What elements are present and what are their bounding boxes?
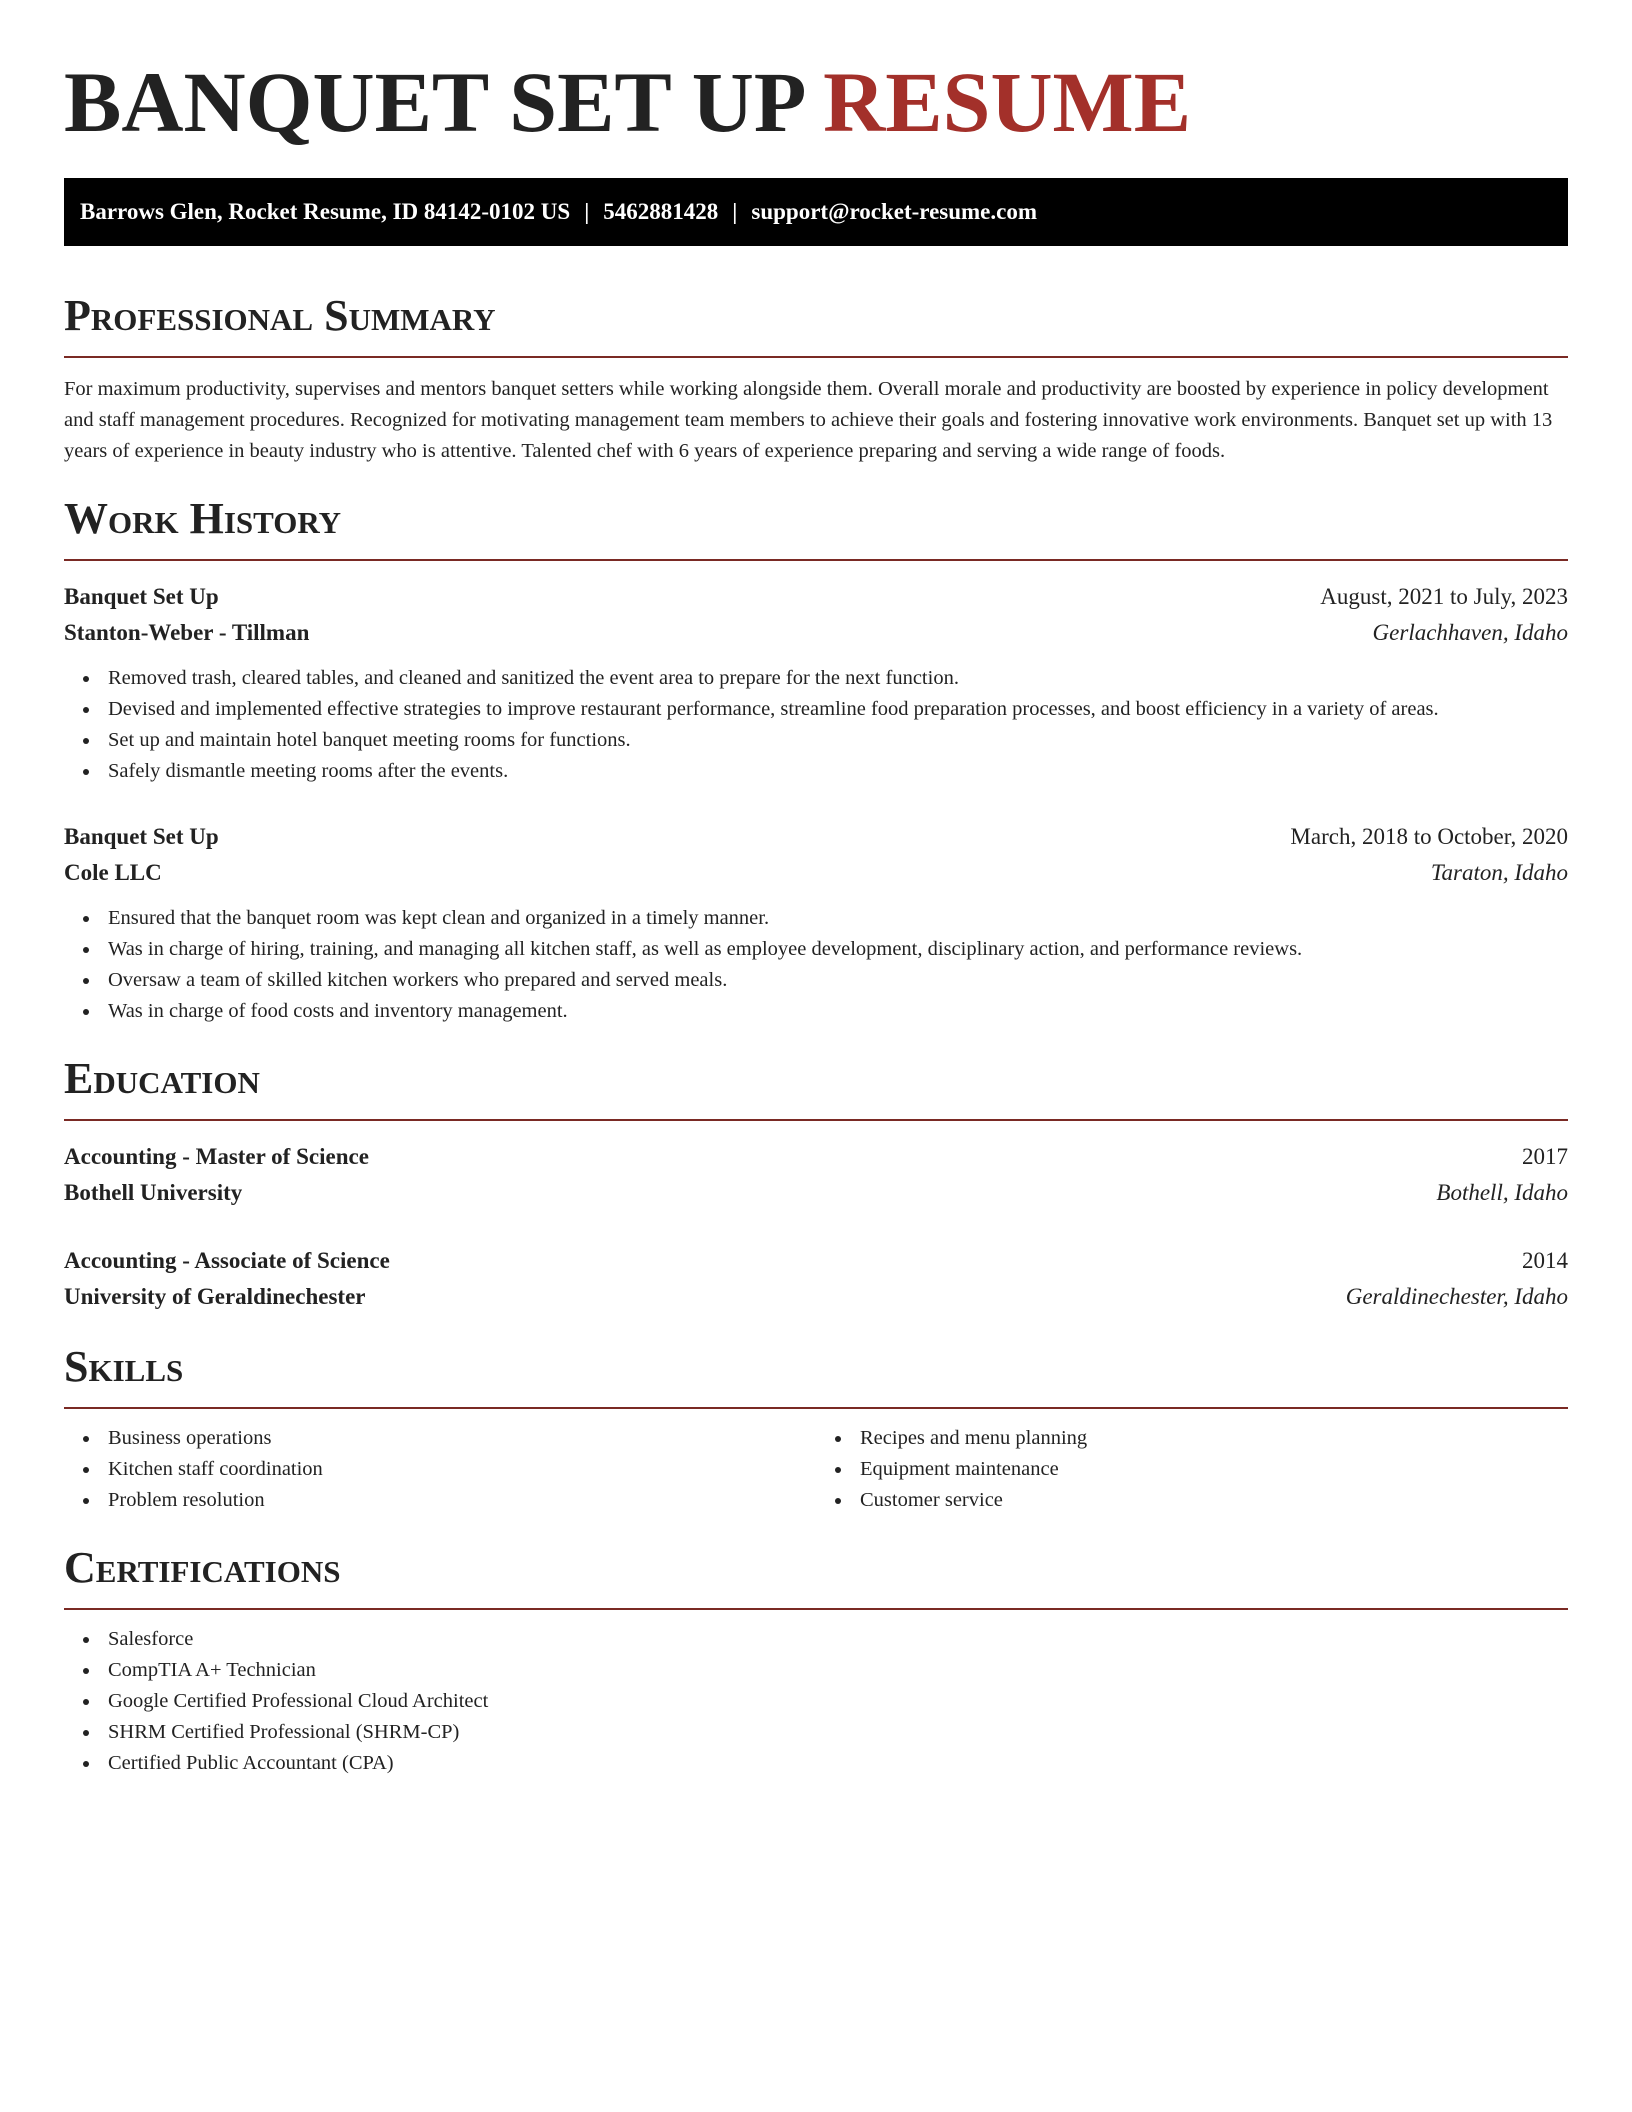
title-accent: RESUME [823, 54, 1192, 150]
list-item: Problem resolution [108, 1485, 816, 1516]
list-item: Set up and maintain hotel banquet meeting rooms for functions. [108, 725, 1568, 756]
education-school: University of Geraldinechester [64, 1284, 366, 1309]
education-location: Bothell, Idaho [1436, 1180, 1568, 1205]
education-year: 2017 [1522, 1144, 1568, 1169]
section-title-certifications: Certifications [64, 1542, 1568, 1610]
list-item: Business operations [108, 1423, 816, 1454]
work-entry-header [64, 819, 1568, 855]
summary-text: For maximum productivity, supervises and mentors banquet setters while working alongside them. Overall morale and productivity are boosted by experience in policy development and staff management procedures. Recognized for motivating management team members to achieve their goals and fostering innovative work environments. Banquet set up with 13 years of experience in beauty industry who is attentive. Talented chef with 6 years of experience preparing and serving a wide range of foods. [64, 378, 1553, 462]
work-entry-subheader [64, 615, 1568, 651]
job-company: Stanton-Weber - Tillman [64, 620, 310, 645]
skills-column-right [816, 1423, 1568, 1516]
education-entry-subheader [64, 1175, 1568, 1211]
job-bullets [64, 663, 1568, 787]
contact-email[interactable]: support@rocket-resume.com [751, 199, 1038, 224]
section-title-skills: Skills [64, 1341, 1568, 1409]
list-item: Removed trash, cleared tables, and cleaned and sanitized the event area to prepare for the next function. [108, 663, 1568, 694]
list-item: Was in charge of hiring, training, and managing all kitchen staff, as well as employee development, disciplinary action, and performance reviews. [108, 934, 1568, 965]
job-dates: March, 2018 to October, 2020 [1290, 824, 1568, 849]
work-entry [64, 819, 1568, 1027]
skills-grid [64, 1423, 1568, 1516]
resume-title [64, 52, 1568, 152]
education-entry-subheader [64, 1279, 1568, 1315]
list-item: Equipment maintenance [860, 1454, 1568, 1485]
list-item: Recipes and menu planning [860, 1423, 1568, 1454]
contact-separator: | [732, 199, 738, 224]
contact-bar [64, 178, 1568, 246]
certifications-list [64, 1624, 1568, 1779]
work-entry-header [64, 579, 1568, 615]
list-item: Devised and implemented effective strategies to improve restaurant performance, streamline food preparation processes, and boost efficiency in a variety of areas. [108, 694, 1568, 725]
section-title-education: Education [64, 1053, 1568, 1121]
education-entry [64, 1139, 1568, 1211]
education-location: Geraldinechester, Idaho [1345, 1284, 1568, 1309]
list-item: CompTIA A+ Technician [108, 1655, 1568, 1686]
list-item: Kitchen staff coordination [108, 1454, 816, 1485]
list-item: Certified Public Accountant (CPA) [108, 1748, 1568, 1779]
job-location: Gerlachhaven, Idaho [1372, 620, 1568, 645]
job-dates: August, 2021 to July, 2023 [1320, 584, 1568, 609]
work-entry-subheader [64, 855, 1568, 891]
list-item: Salesforce [108, 1624, 1568, 1655]
education-entry [64, 1243, 1568, 1315]
job-role: Banquet Set Up [64, 824, 219, 849]
job-company: Cole LLC [64, 860, 162, 885]
contact-address: Barrows Glen, Rocket Resume, ID 84142-0102 US [80, 199, 571, 224]
work-entry [64, 579, 1568, 787]
education-entry-header [64, 1243, 1568, 1279]
list-item: Safely dismantle meeting rooms after the events. [108, 756, 1568, 787]
section-title-summary: Professional Summary [64, 290, 1568, 358]
list-item: Ensured that the banquet room was kept clean and organized in a timely manner. [108, 903, 1568, 934]
education-school: Bothell University [64, 1180, 243, 1205]
title-main: BANQUET SET UP [64, 54, 802, 150]
list-item: SHRM Certified Professional (SHRM-CP) [108, 1717, 1568, 1748]
job-role: Banquet Set Up [64, 584, 219, 609]
list-item: Was in charge of food costs and inventory management. [108, 996, 1568, 1027]
education-year: 2014 [1522, 1248, 1568, 1273]
section-title-work: Work History [64, 493, 1568, 561]
contact-separator: | [584, 199, 590, 224]
education-degree: Accounting - Associate of Science [64, 1248, 390, 1273]
skills-column-left [64, 1423, 816, 1516]
job-location: Taraton, Idaho [1430, 860, 1568, 885]
job-bullets [64, 903, 1568, 1027]
contact-phone: 5462881428 [603, 199, 719, 224]
list-item: Customer service [860, 1485, 1568, 1516]
list-item: Google Certified Professional Cloud Architect [108, 1686, 1568, 1717]
list-item: Oversaw a team of skilled kitchen workers who prepared and served meals. [108, 965, 1568, 996]
education-degree: Accounting - Master of Science [64, 1144, 369, 1169]
education-entry-header [64, 1139, 1568, 1175]
